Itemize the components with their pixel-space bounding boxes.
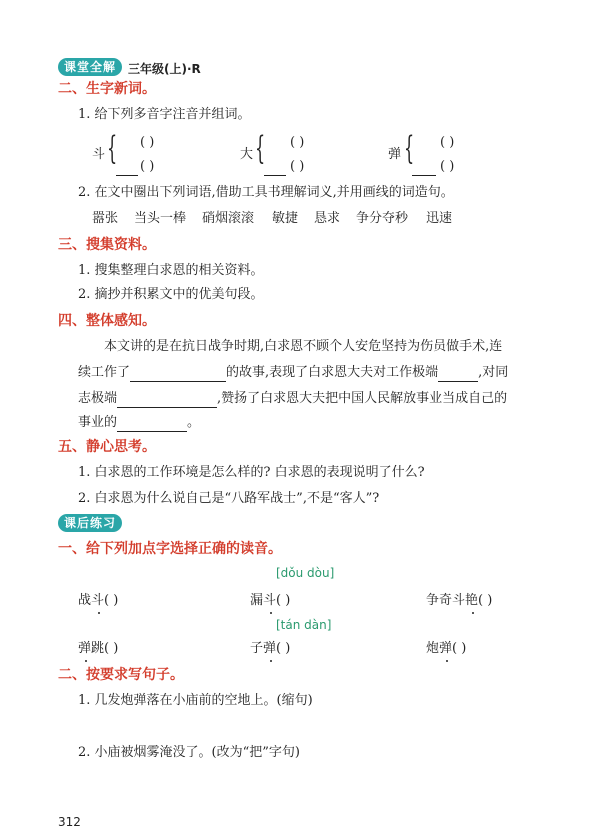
pronunciation-item[interactable]: 子弹( ) [250, 641, 291, 656]
question-text: 2. 小庙被烟雾淹没了。(改为“把”字句) [78, 745, 300, 760]
grade-label: 三年级(上)·R [128, 62, 201, 76]
vocab-word: 敏捷 [272, 211, 299, 226]
section-title-research: 三、搜集资料。 [58, 237, 156, 253]
emphasis-dot [472, 612, 474, 614]
question-text: 2. 在文中圈出下列词语,借助工具书理解词义,并用画线的词造句。 [78, 185, 454, 200]
section-title-pronunciation: 一、给下列加点字选择正确的读音。 [58, 541, 282, 557]
passage-line: 志极端 ,赞扬了白求恩大夫把中国人民解放事业当成自己的 [78, 391, 508, 406]
section-title-sentences: 二、按要求写句子。 [58, 667, 184, 683]
passage-line: 事业的 。 [78, 415, 201, 430]
emphasis-dot [446, 660, 448, 662]
question-text: 1. 搜集整理白求恩的相关资料。 [78, 263, 264, 278]
question-text: 1. 白求恩的工作环境是怎么样的? 白求恩的表现说明了什么? [78, 465, 425, 480]
section-badge: 课堂全解 [58, 58, 122, 76]
page-number: 312 [58, 815, 81, 829]
pinyin-options: [dǒu dòu] [276, 566, 335, 580]
pinyin-blank[interactable]: ( ) [290, 135, 305, 150]
practice-badge: 课后练习 [58, 514, 122, 532]
pronunciation-item[interactable]: 炮弹( ) [426, 641, 467, 656]
fill-blank[interactable] [438, 367, 478, 382]
vocab-word: 恳求 [314, 211, 341, 226]
pronunciation-item[interactable]: 战斗( ) [78, 593, 119, 608]
polyphone-char: 大 [240, 147, 254, 162]
emphasis-dot [98, 612, 100, 614]
pinyin-blank[interactable]: ( ) [290, 159, 305, 174]
fill-blank[interactable] [117, 417, 187, 432]
pinyin-blank[interactable]: ( ) [440, 135, 455, 150]
pinyin-blank[interactable]: ( ) [140, 135, 155, 150]
question-text: 1. 几发炮弹落在小庙前的空地上。(缩句) [78, 693, 313, 708]
emphasis-dot [270, 612, 272, 614]
polyphone-char: 斗 [92, 147, 106, 162]
polyphone-char: 弹 [388, 147, 402, 162]
pinyin-blank[interactable]: ( ) [140, 159, 155, 174]
pinyin-options: [tán dàn] [276, 618, 332, 632]
section-title-vocab: 二、生字新词。 [58, 81, 156, 97]
question-text: 2. 摘抄并积累文中的优美句段。 [78, 287, 264, 302]
question-text: 1. 给下列多音字注音并组词。 [78, 107, 251, 122]
pronunciation-item[interactable]: 漏斗( ) [250, 593, 291, 608]
pronunciation-item[interactable]: 争奇斗艳( ) [426, 593, 493, 608]
word-blank[interactable] [264, 158, 286, 176]
passage-line: 续工作了 的故事,表现了白求恩大夫对工作极端 ,对同 [78, 365, 509, 380]
word-blank[interactable] [412, 158, 436, 176]
section-title-reflection: 五、静心思考。 [58, 439, 156, 455]
brace-icon: { [404, 129, 415, 167]
brace-icon: { [255, 129, 266, 167]
word-blank[interactable] [116, 158, 138, 176]
vocab-word: 争分夺秒 [356, 211, 409, 226]
emphasis-dot [270, 660, 272, 662]
question-text: 2. 白求恩为什么说自己是“八路军战士”,不是“客人”? [78, 491, 380, 506]
fill-blank[interactable] [117, 393, 217, 408]
passage-line: 本文讲的是在抗日战争时期,白求恩不顾个人安危坚持为伤员做手术,连 [104, 339, 503, 354]
pronunciation-item[interactable]: 弹跳( ) [78, 641, 119, 656]
fill-blank[interactable] [130, 367, 226, 382]
section-title-overview: 四、整体感知。 [58, 313, 156, 329]
vocab-word: 当头一棒 [134, 211, 187, 226]
pinyin-blank[interactable]: ( ) [440, 159, 455, 174]
emphasis-dot [85, 660, 87, 662]
brace-icon: { [107, 129, 118, 167]
vocab-word: 硝烟滚滚 [202, 211, 255, 226]
vocab-word: 嚣张 [92, 211, 119, 226]
vocab-word: 迅速 [426, 211, 453, 226]
